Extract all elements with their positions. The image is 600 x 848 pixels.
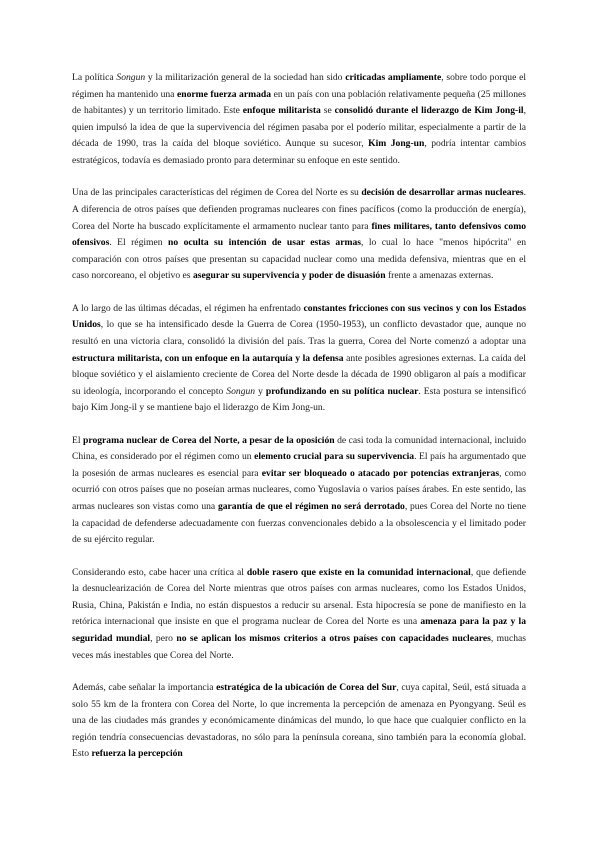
italic-term: Songun bbox=[226, 385, 256, 397]
text-run: y bbox=[255, 385, 266, 397]
text-run: A lo largo de las últimas décadas, el régimen ha enfrentado bbox=[72, 302, 304, 314]
text-run: , pues Corea del Norte no tiene la capacidad de defenderse adecuadamente con fuerzas convencionales debido a la obsolescencia y el limitado poder de su ejército regular. bbox=[72, 501, 526, 546]
bold-emphasis: profundizando en su política nuclear bbox=[265, 385, 419, 397]
text-run: . A diferencia de otros países que defienden programas nucleares con fines pacíficos (como la producción de energía), Corea del Norte ha buscado explícitamente el armamento nuclear tanto para bbox=[72, 187, 526, 232]
text-run: en un país con una población relativamente pequeña (25 millones de habitantes) y un territorio limitado. Este bbox=[72, 88, 526, 117]
bold-emphasis: programa nuclear de Corea del Norte, a pesar de la oposición bbox=[83, 434, 335, 446]
bold-emphasis: no oculta su intención de usar estas armas bbox=[168, 237, 362, 249]
text-run: de casi toda la comunidad internacional, incluido China, es considerado por el régimen como un bbox=[72, 434, 526, 463]
text-run: La política bbox=[72, 72, 117, 83]
italic-term: Songun bbox=[116, 72, 146, 83]
text-run: , quien impulsó la idea de que la supervivencia del régimen pasaba por el poderío militar, especialmente a partir de la década de 1990, tras la caída del bloque soviético. Aunque su sucesor, bbox=[72, 105, 526, 150]
text-run: , lo cual lo hace "menos hipócrita" en comparación con otros países que presentan su capacidad nuclear como una medida defensiva, mientras que en el caso norcoreano, el objetivo es bbox=[72, 237, 526, 282]
text-run: , cuya capital, Seúl, está situada a solo 55 km de la frontera con Corea del Norte, lo que incrementa la percepción de amenaza en Pyongyang. Seúl es una de las ciudades más grandes y económicamente dinámicas del mundo, lo que hace que cualquier conflicto en la región tendría consecuencias devastadoras, no sólo para la península coreana, sino también para la economía global. Esto bbox=[72, 681, 526, 760]
text-run: El bbox=[72, 434, 84, 446]
text-run: , pero bbox=[150, 633, 177, 644]
bold-emphasis: doble rasero que existe en la comunidad internacional bbox=[246, 566, 471, 578]
text-run: ante posibles agresiones externas. La caída del bloque soviético y el aislamiento creciente de Corea del Norte desde la década de 1990 obligaron al país a modificar su ideología, incorporando el concepto bbox=[72, 352, 526, 397]
paragraph-songun-militarization bbox=[72, 70, 526, 170]
text-run: Considerando esto, cabe hacer una crítica al bbox=[72, 566, 247, 578]
text-run: , que defiende la desnuclearización de Corea del Norte mientras que otros países con armas nucleares, como los Estados Unidos, Rusia, China, Pakistán e India, no están dispuestos a reducir su arsenal. Esta hipocresía se pone de manifiesto en la retórica internacional que insiste en que el programa nuclear de Corea del Norte es una bbox=[72, 566, 527, 628]
text-run: , podría intentar cambios estratégicos, todavía es demasiado pronto para determinar su enfoque en este sentido. bbox=[72, 138, 526, 166]
bold-emphasis: consolidó durante el liderazgo de Kim Jong-il bbox=[334, 105, 524, 117]
bold-emphasis: no se aplican los mismos criterios a otros países con capacidades nucleares bbox=[176, 633, 491, 644]
paragraph-double-standard bbox=[72, 565, 526, 665]
bold-emphasis: refuerza la percepción bbox=[91, 748, 183, 760]
bold-emphasis: enfoque militarista bbox=[242, 105, 321, 117]
paragraph-nuclear-program-survival bbox=[72, 433, 526, 549]
text-run: , como ocurrió con otros países que no poseían armas nucleares, como Yugoslavia o varios países árabes. En este sentido, las armas nucleares son vistas como una bbox=[72, 467, 526, 513]
text-run: , muchas veces más inestables que Corea del Norte. bbox=[72, 633, 526, 661]
text-run: frente a amenazas externas. bbox=[385, 270, 494, 282]
text-run: y la militarización general de la sociedad han sido bbox=[145, 72, 346, 83]
text-run: . Esta postura se intensificó bajo Kim Jong-il y se mantiene bajo el liderazgo de Kim Jong-un. bbox=[72, 385, 527, 414]
text-run: se bbox=[320, 105, 335, 117]
bold-emphasis: elemento crucial para su supervivencia bbox=[254, 451, 415, 463]
text-run: . El régimen bbox=[109, 237, 168, 249]
bold-emphasis: Kim Jong-un bbox=[368, 138, 425, 150]
bold-emphasis: asegurar su supervivencia y poder de disuasión bbox=[192, 270, 386, 282]
bold-emphasis: evitar ser bloqueado o atacado por potencias extranjeras bbox=[261, 467, 500, 479]
bold-emphasis: criticadas ampliamente bbox=[345, 72, 442, 83]
bold-emphasis: estratégica de la ubicación de Corea del Sur bbox=[216, 681, 397, 693]
bold-emphasis: garantía de que el régimen no será derrotado bbox=[217, 501, 405, 513]
paragraph-nuclear-weapons-decision bbox=[72, 185, 526, 285]
paragraph-seoul-strategic-location bbox=[72, 680, 526, 763]
text-run: Una de las principales características del régimen de Corea del Norte es su bbox=[72, 187, 362, 199]
bold-emphasis: estructura militarista, con un enfoque en la autarquía y la defensa bbox=[72, 352, 344, 364]
text-run: . El país ha argumentado que la posesión de armas nucleares es esencial para bbox=[72, 451, 527, 479]
paragraph-frictions-neighbors bbox=[72, 301, 526, 417]
bold-emphasis: enorme fuerza armada bbox=[176, 88, 272, 100]
bold-emphasis: fines militares, tanto defensivos como ofensivos bbox=[72, 220, 526, 249]
text-run: , lo que se ha intensificado desde la Guerra de Corea (1950-1953), un conflicto devastador que, aunque no resultó en una victoria clara, consolidó la división del país. Tras la guerra, Corea del Norte comenzó a adoptar una bbox=[72, 319, 526, 347]
text-run: Además, cabe señalar la importancia bbox=[72, 681, 217, 693]
document-body bbox=[72, 70, 526, 763]
bold-emphasis: decisión de desarrollar armas nucleares bbox=[361, 187, 524, 199]
text-run: , sobre todo porque el régimen ha mantenido una bbox=[72, 72, 526, 100]
bold-emphasis: constantes fricciones con sus vecinos y con los Estados Unidos bbox=[72, 302, 526, 331]
bold-emphasis: amenaza para la paz y la seguridad mundial bbox=[72, 616, 526, 644]
